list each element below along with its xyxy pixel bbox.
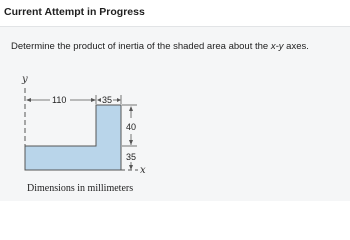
question-prefix: Determine the product of inertia of the shaded area about the — [11, 41, 271, 52]
dim-35-arrow-right — [117, 98, 121, 102]
figure-caption: Dimensions in millimeters — [27, 183, 134, 194]
dim-110-arrow-right — [91, 98, 96, 102]
dim-35-arrow-left — [97, 98, 101, 102]
dim-35-top-label: 35 — [102, 95, 113, 105]
dim-40-label: 40 — [126, 122, 137, 132]
dim-110-arrow-left — [26, 98, 31, 102]
shaded-area — [25, 105, 121, 170]
dim-40-arrow-top — [129, 106, 133, 111]
x-axis-label: x — [140, 165, 146, 176]
dim-40-arrow-bottom — [129, 140, 133, 145]
question-suffix: axes. — [283, 41, 309, 52]
dim-110-label: 110 — [52, 95, 67, 105]
y-axis-label: y — [22, 74, 28, 85]
dim-35-right-arrow — [129, 165, 133, 170]
dim-35-right-label: 35 — [126, 152, 137, 162]
question-axes: x-y — [270, 41, 284, 52]
page-title: Current Attempt in Progress — [4, 6, 145, 18]
